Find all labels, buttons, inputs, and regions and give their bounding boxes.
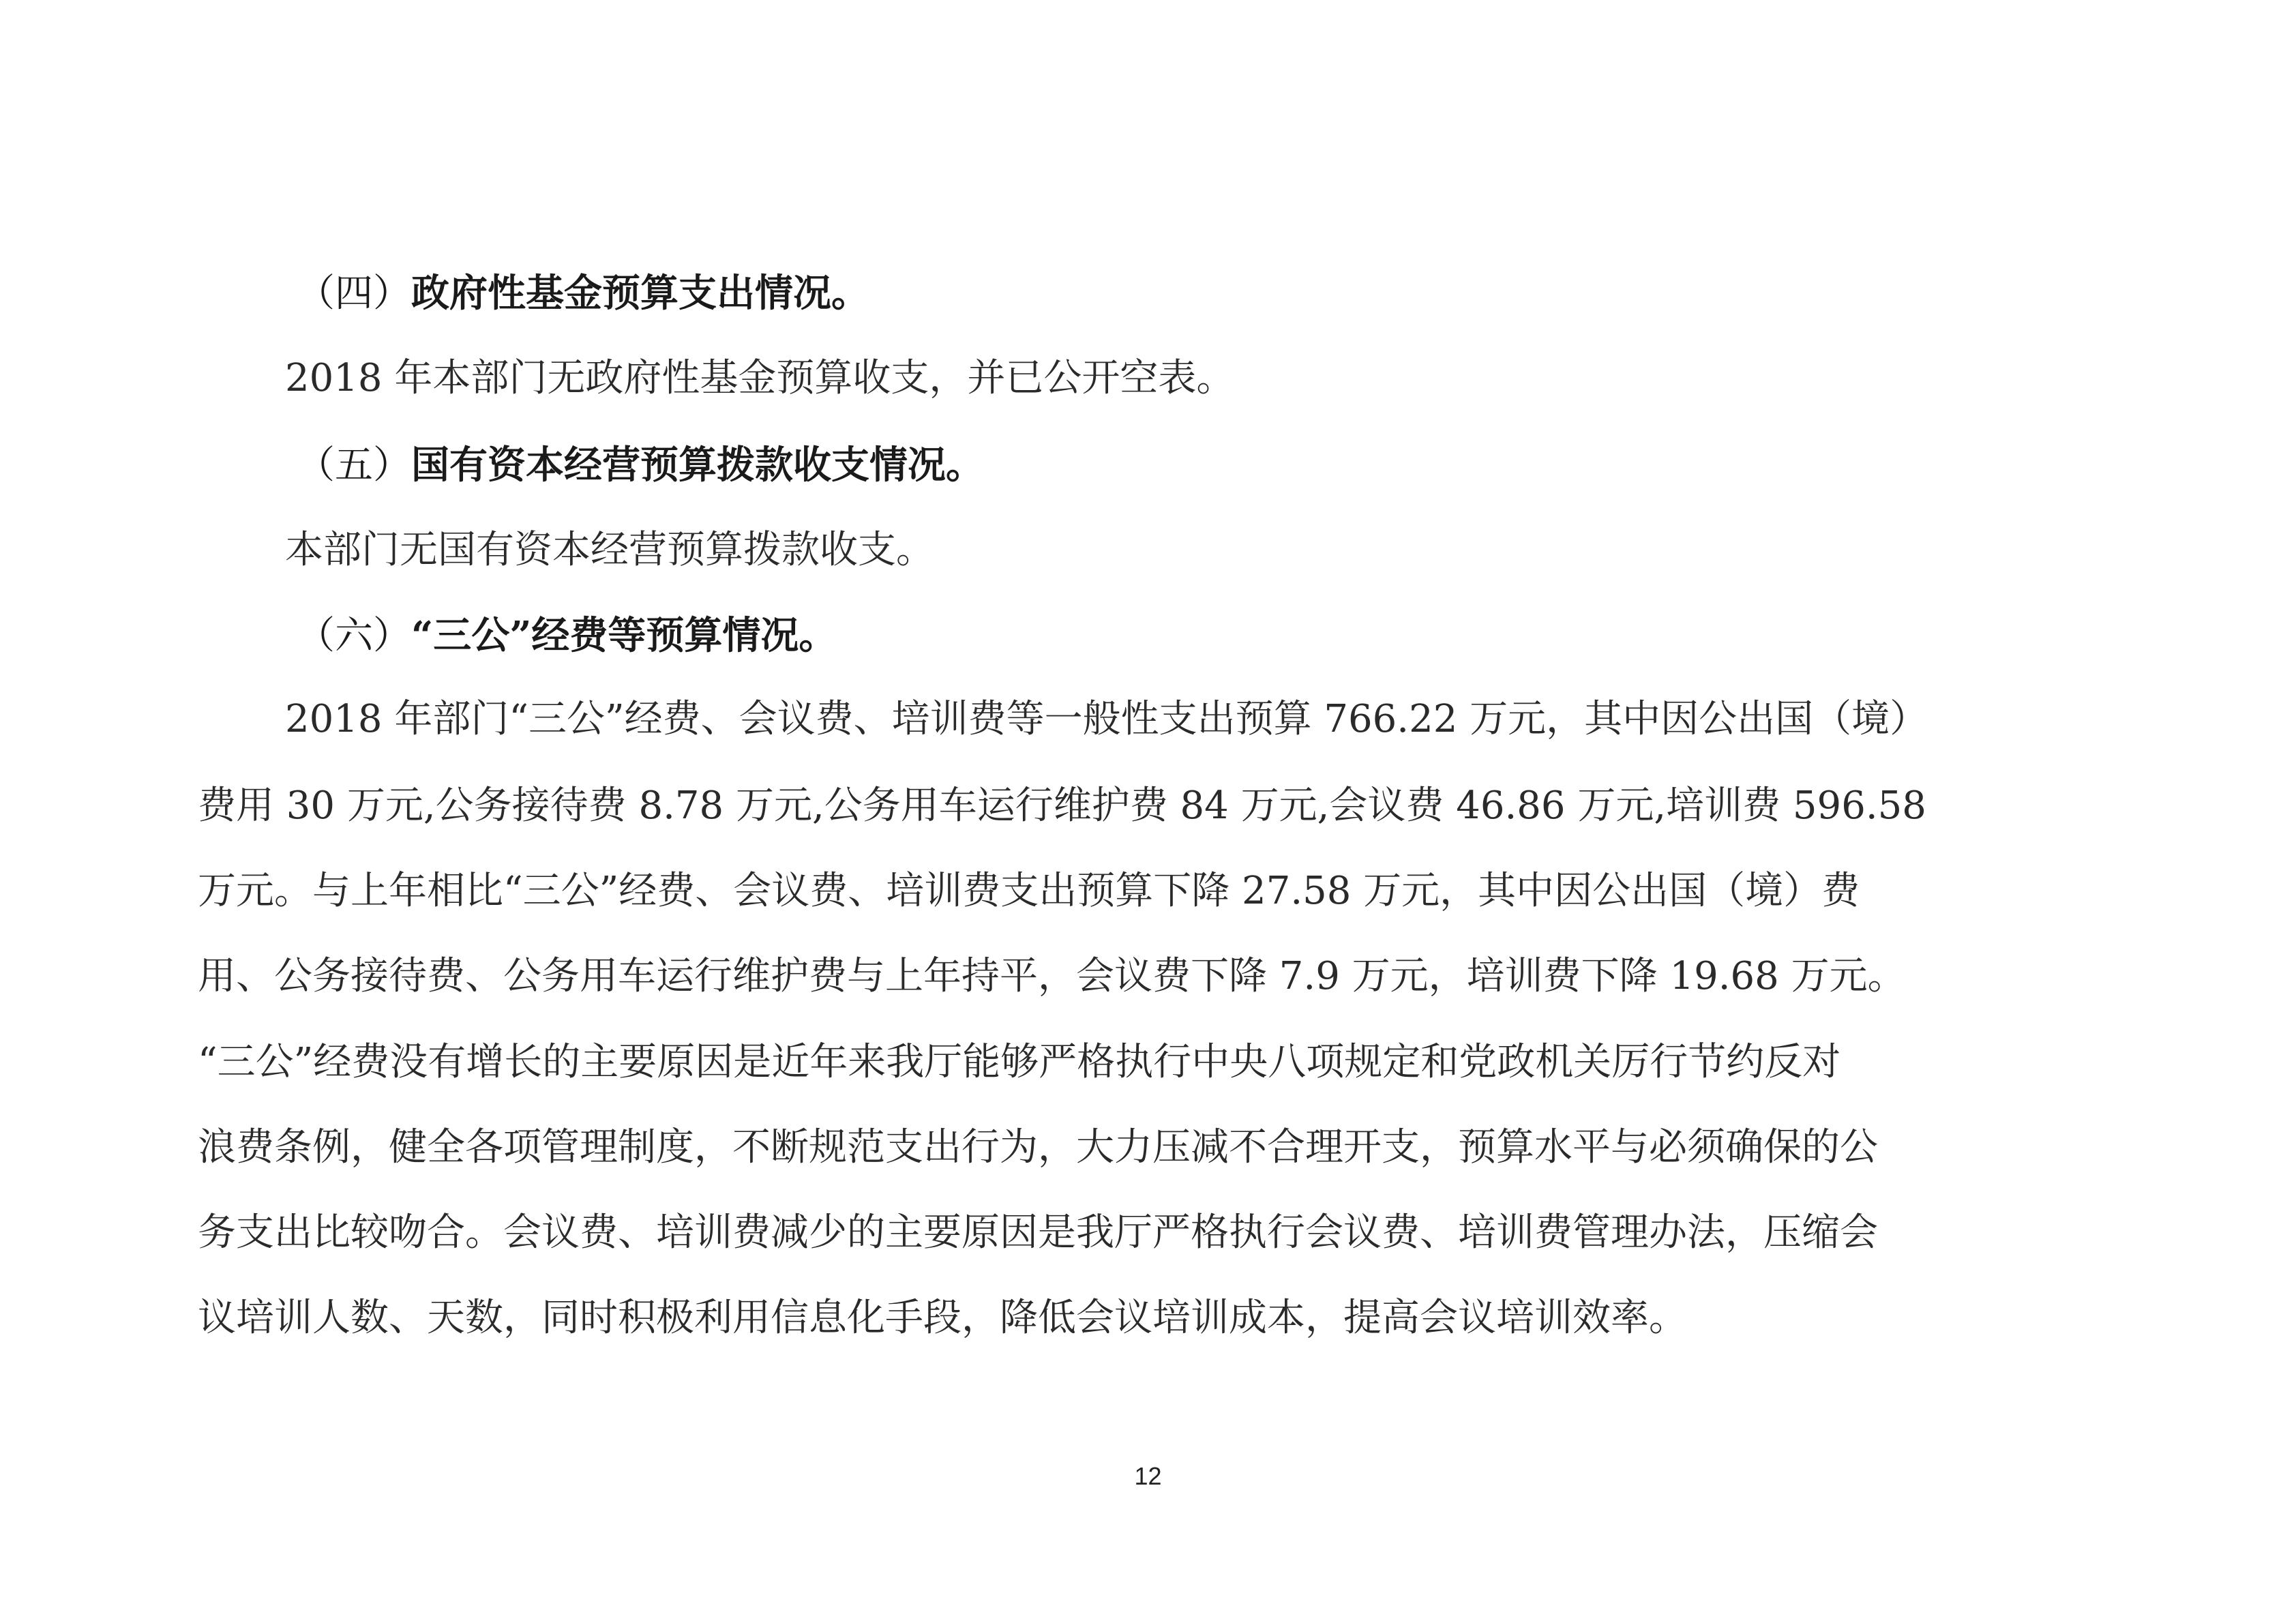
section-number: （六） bbox=[297, 614, 411, 658]
paragraph-line: 2018 年部门“三公”经费、会议费、培训费等一般性支出预算 766.22 万元，其中因公出国（境） bbox=[285, 697, 1928, 741]
paragraph-line: 费用 30 万元,公务接待费 8.78 万元,公务用车运行维护费 84 万元,会议费 46.86 万元,培训费 596.58 bbox=[198, 784, 1926, 828]
paragraph-line: 本部门无国有资本经营预算拨款收支。 bbox=[285, 528, 934, 572]
paragraph-line: 议培训人数、天数，同时积极利用信息化手段，降低会议培训成本，提高会议培训效率。 bbox=[198, 1296, 1687, 1340]
section-number: （五） bbox=[297, 443, 411, 488]
section-heading-6 bbox=[0, 591, 2296, 680]
section-title: “三公”经费等预算情况。 bbox=[411, 613, 837, 658]
paragraph-line: 2018 年本部门无政府性基金预算收支，并已公开空表。 bbox=[285, 356, 1235, 400]
section-title: 政府性基金预算支出情况。 bbox=[411, 271, 869, 316]
paragraph-line: 务支出比较吻合。会议费、培训费减少的主要原因是我厅严格执行会议费、培训费管理办法，压缩会 bbox=[198, 1210, 1878, 1255]
paragraph-line: “三公”经费没有增长的主要原因是近年来我厅能够严格执行中央八项规定和党政机关厉行节约反对 bbox=[198, 1040, 1841, 1084]
section-heading-5 bbox=[0, 421, 2296, 509]
page-number: 12 bbox=[1134, 1462, 1162, 1490]
section-heading-4 bbox=[0, 249, 2296, 338]
paragraph-line: 浪费条例，健全各项管理制度，不断规范支出行为，大力压减不合理开支，预算水平与必须确保的公 bbox=[198, 1125, 1878, 1170]
paragraph-line: 万元。与上年相比“三公”经费、会议费、培训费支出预算下降 27.58 万元，其中因公出国（境）费 bbox=[198, 869, 1860, 913]
section-number: （四） bbox=[297, 271, 411, 316]
section-title: 国有资本经营预算拨款收支情况。 bbox=[411, 443, 984, 488]
paragraph-line: 用、公务接待费、公务用车运行维护费与上年持平，会议费下降 7.9 万元，培训费下降 19.68 万元。 bbox=[198, 954, 1906, 998]
